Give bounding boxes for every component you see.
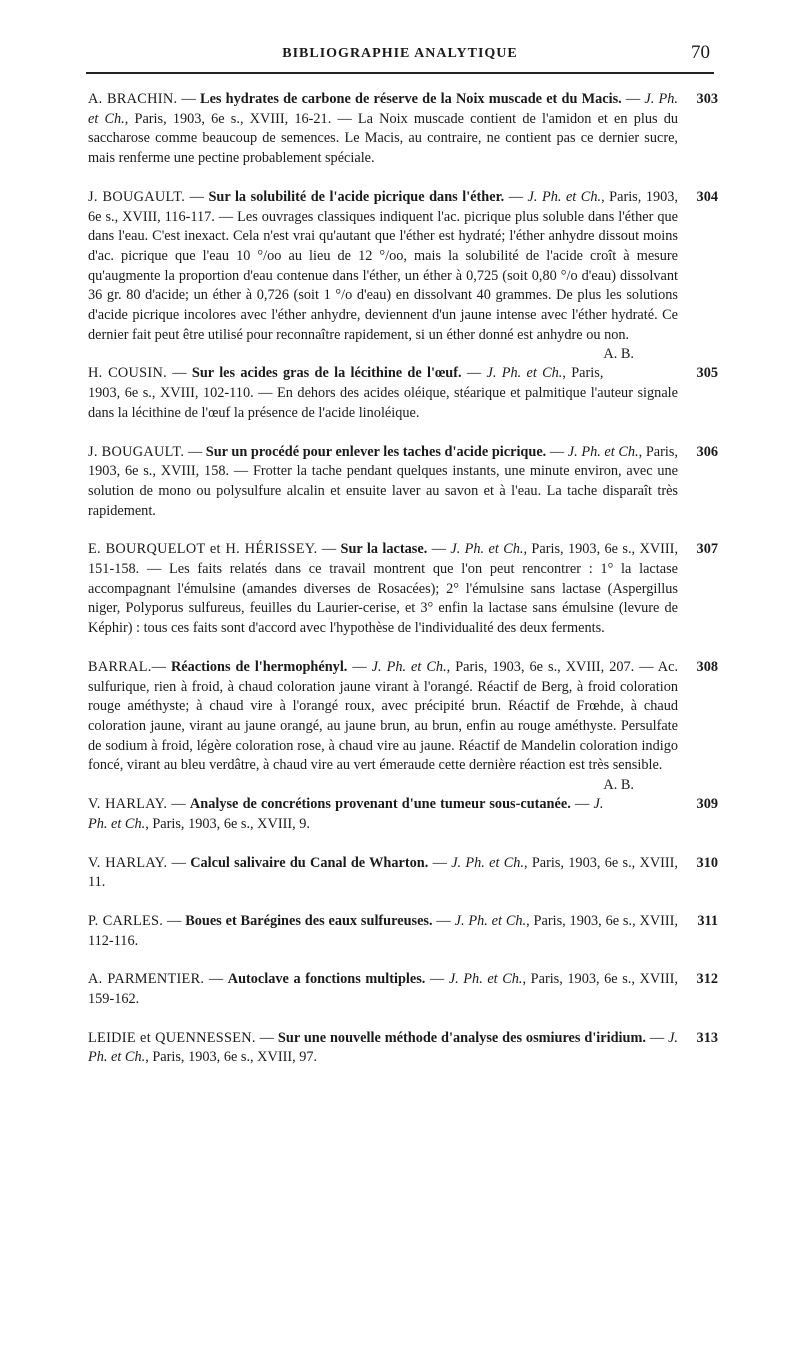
entry-abstract: — La Noix muscade contient de l'amidon et en plus du saccharose comme beaucoup de semences. Le Macis, au contraire, ne contient pas ce dernier sucre, mais renferme une pectine probablement spéciale. xyxy=(88,110,679,167)
entry-title: Boues et Barégines des eaux sulfureuses. xyxy=(185,912,433,929)
separator: — xyxy=(167,796,190,813)
separator: — xyxy=(432,912,455,929)
entry-citation: , Paris, 1903, 6e s., XVIII, 116-117. xyxy=(88,188,679,225)
entry-number: 312 xyxy=(696,971,718,988)
separator: — xyxy=(621,91,645,107)
page-header xyxy=(86,42,714,72)
entry-author: H. COUSIN. xyxy=(88,365,167,382)
entry-signature: A. B. xyxy=(603,777,634,794)
bibliography-entry xyxy=(88,912,718,951)
entry-citation: , Paris, 1903, 6e s., XVIII, 158. xyxy=(88,443,678,480)
entry-text xyxy=(88,90,718,169)
entry-number: 304 xyxy=(696,188,718,205)
separator: — xyxy=(427,541,451,558)
separator: — xyxy=(425,971,449,988)
entry-text xyxy=(88,443,718,522)
entry-journal: J. Ph. et Ch. xyxy=(448,971,523,988)
entry-author: V. HARLAY. xyxy=(88,796,168,813)
separator: — xyxy=(151,658,171,675)
entry-abstract: — Ac. sulfurique, rien à froid, à chaud coloration jaune virant à l'orangé. Réactif de Berg, à froid coloration rouge améthyste; à chaud vire à l'orangé roux, avec précipité brun. Réactif de Frœhde, à chaud coloration jaune, virant au jaune orangé, au jaune brun, au brun, enfin au rouge améthyste. Persulfate de sodium à froid, légère coloration rose, à chaud vire au jaune. Réactif de Mandelin coloration indigo foncé, virant au bleu verdâtre, à chaud vire au vert émeraude cette dernière réaction est très sensible. xyxy=(88,658,679,774)
entry-text xyxy=(88,658,718,794)
separator: — xyxy=(255,1029,278,1046)
entry-number: 305 xyxy=(696,365,718,382)
separator: — xyxy=(163,912,186,929)
separator: — xyxy=(167,365,192,382)
entry-author: V. HARLAY. xyxy=(88,854,168,871)
entry-citation: , Paris, 1903, 6e s., XVIII, 102-110. xyxy=(88,365,604,402)
entry-author: A. PARMENTIER. xyxy=(88,971,205,988)
entry-text xyxy=(88,1029,718,1068)
entry-author: J. BOUGAULT. xyxy=(88,443,185,460)
entry-title: Les hydrates de carbone de réserve de la Noix muscade et du Macis. xyxy=(200,91,622,107)
entry-text xyxy=(88,854,718,893)
separator: — xyxy=(347,658,372,675)
entry-author: A. BRACHIN. xyxy=(88,91,178,107)
entry-citation: , Paris, 1903, 6e s., XVIII, 159-162. xyxy=(88,971,679,1008)
entry-title: Sur la solubilité de l'acide picrique dans l'éther. xyxy=(208,188,505,205)
entry-text xyxy=(88,188,718,363)
entry-number: 307 xyxy=(696,541,718,558)
entry-abstract: — Frotter la tache pendant quelques instants, une minute environ, avec une solution de mono ou polysulfure alcalin et ensuite laver au savon et à l'eau. La tache disparaît très rapidement. xyxy=(88,463,678,519)
entry-number: 313 xyxy=(696,1029,718,1046)
bibliography-entry xyxy=(88,364,718,423)
entry-number: 308 xyxy=(696,658,718,675)
entry-citation: , Paris, 1903, 6e s., XVIII, 112-116. xyxy=(88,912,679,949)
separator: — xyxy=(461,365,487,382)
separator: — xyxy=(546,443,568,460)
bibliography-entry xyxy=(88,854,718,893)
bibliography-entry xyxy=(88,90,718,169)
page-number: 70 xyxy=(691,42,710,63)
separator: — xyxy=(428,854,452,871)
entry-title: Sur les acides gras de la lécithine de l'œuf. xyxy=(191,365,462,382)
separator: — xyxy=(317,541,341,558)
separator: — xyxy=(570,796,594,813)
entry-journal: J. Ph. et Ch. xyxy=(527,188,602,205)
separator: — xyxy=(177,91,201,107)
entry-journal: J. Ph. et Ch. xyxy=(454,912,527,929)
entry-journal: J. Ph. et Ch. xyxy=(486,365,563,382)
entry-journal: J. Ph. et Ch. xyxy=(88,91,678,127)
bibliography-entry xyxy=(88,1029,718,1068)
entry-author: LEIDIE et QUENNESSEN. xyxy=(88,1029,256,1046)
entry-text xyxy=(88,970,718,1009)
entry-citation: , Paris, 1903, 6e s., XVIII, 207. xyxy=(446,658,635,675)
separator: — xyxy=(185,188,209,205)
entry-title: Sur un procédé pour enlever les taches d'acide picrique. xyxy=(205,443,547,460)
header-rule xyxy=(86,72,714,74)
entry-text xyxy=(88,912,718,951)
bibliography-entry xyxy=(88,443,718,522)
entry-citation: , Paris, 1903, 6e s., XVIII, 9. xyxy=(145,815,310,832)
separator: — xyxy=(645,1029,669,1046)
entry-title: Réactions de l'hermophényl. xyxy=(170,658,348,675)
entry-title: Calcul salivaire du Canal de Wharton. xyxy=(190,854,429,871)
entry-citation: , Paris, 1903, 6e s., XVIII, 97. xyxy=(145,1049,318,1066)
separator: — xyxy=(184,443,206,460)
entry-text xyxy=(88,540,718,639)
entry-number: 311 xyxy=(697,912,718,929)
entry-journal: J. Ph. et Ch. xyxy=(88,796,604,832)
entry-text xyxy=(88,795,718,834)
bibliography-entry xyxy=(88,658,718,794)
entry-abstract: — Les ouvrages classiques indiquent l'ac. picrique plus soluble dans l'éther que dans l'eau. C'est inexact. Cela n'est vrai qu'autant que l'éther est hydraté; l'éther anhydre dissout moins d'ac. picrique que l'eau 10 °/oo au lieu de 12 °/oo, mais la solubilité de l'acide croît à mesure qu'augmente la proportion d'eau contenue dans l'éther, un éther à 0,725 (soit 0,80 °/o d'eau) dissolvant 36 gr. 80 d'acide; un éther à 0,726 (soit 1 °/o d'eau) en dissolvant 40 grammes. De plus les solutions d'acide picrique incolores avec l'éther anhydre, deviennent d'un jaune intense avec l'éther hydraté. Ce dernier fait peut être utilisé pour reconnaître rapidement, si un éther donné est anhydre ou non. xyxy=(88,208,679,343)
entry-author: BARRAL. xyxy=(88,658,152,675)
bibliography-entry xyxy=(88,188,718,363)
running-head: BIBLIOGRAPHIE ANALYTIQUE xyxy=(282,46,518,61)
entry-number: 306 xyxy=(696,443,718,460)
entry-citation: , Paris, 1903, 6e s., XVIII, 16-21. xyxy=(124,110,332,127)
bibliography-entry xyxy=(88,540,718,639)
bibliography-entry xyxy=(88,795,718,834)
entry-abstract: — En dehors des acides oléique, stéarique et palmitique l'auteur signale dans la lécithine de l'œuf la présence de l'acide linoléique. xyxy=(88,385,678,421)
entry-journal: J. Ph. et Ch. xyxy=(450,541,524,558)
bibliography-entry xyxy=(88,970,718,1009)
entry-title: Sur la lactase. xyxy=(340,541,428,558)
entry-author: P. CARLES. xyxy=(88,912,164,929)
entry-citation: , Paris, 1903, 6e s., XVIII, 11. xyxy=(88,854,678,891)
entry-author: E. BOURQUELOT et H. HÉRISSEY. xyxy=(88,541,318,558)
separator: — xyxy=(504,188,528,205)
entry-text xyxy=(88,364,718,423)
entry-journal: J. Ph. et Ch. xyxy=(88,1029,678,1066)
entry-number: 303 xyxy=(696,91,718,107)
bibliography-entries xyxy=(88,90,718,1087)
entry-citation: , Paris, 1903, 6e s., XVIII, 151-158. xyxy=(88,541,679,578)
entry-number: 310 xyxy=(696,854,718,871)
entry-journal: J. Ph. et Ch. xyxy=(451,854,524,871)
entry-signature: A. B. xyxy=(603,346,634,363)
separator: — xyxy=(167,854,191,871)
entry-title: Sur une nouvelle méthode d'analyse des osmiures d'iridium. xyxy=(277,1029,646,1046)
separator: — xyxy=(204,971,228,988)
entry-journal: J. Ph. et Ch. xyxy=(371,658,447,675)
entry-journal: J. Ph. et Ch. xyxy=(567,443,639,460)
entry-title: Autoclave a fonctions multiples. xyxy=(227,971,426,988)
entry-title: Analyse de concrétions provenant d'une tumeur sous-cutanée. xyxy=(189,796,571,813)
entry-number: 309 xyxy=(696,796,718,813)
entry-author: J. BOUGAULT. xyxy=(88,188,186,205)
entry-abstract: — Les faits relatés dans ce travail montrent que l'on peut rencontrer : 1° la lactase accompagnant l'émulsine (amandes diverses de Rosacées); 2° l'émulsine sans lactase (Aspergillus niger, Polyporus sulfureus, feuilles du Laurier-cerise, et 3° enfin la lactase sans émulsine (levure de Képhir) : tous ces faits sont d'accord avec l'hypothèse de l'individualité des deux ferments. xyxy=(88,561,678,637)
